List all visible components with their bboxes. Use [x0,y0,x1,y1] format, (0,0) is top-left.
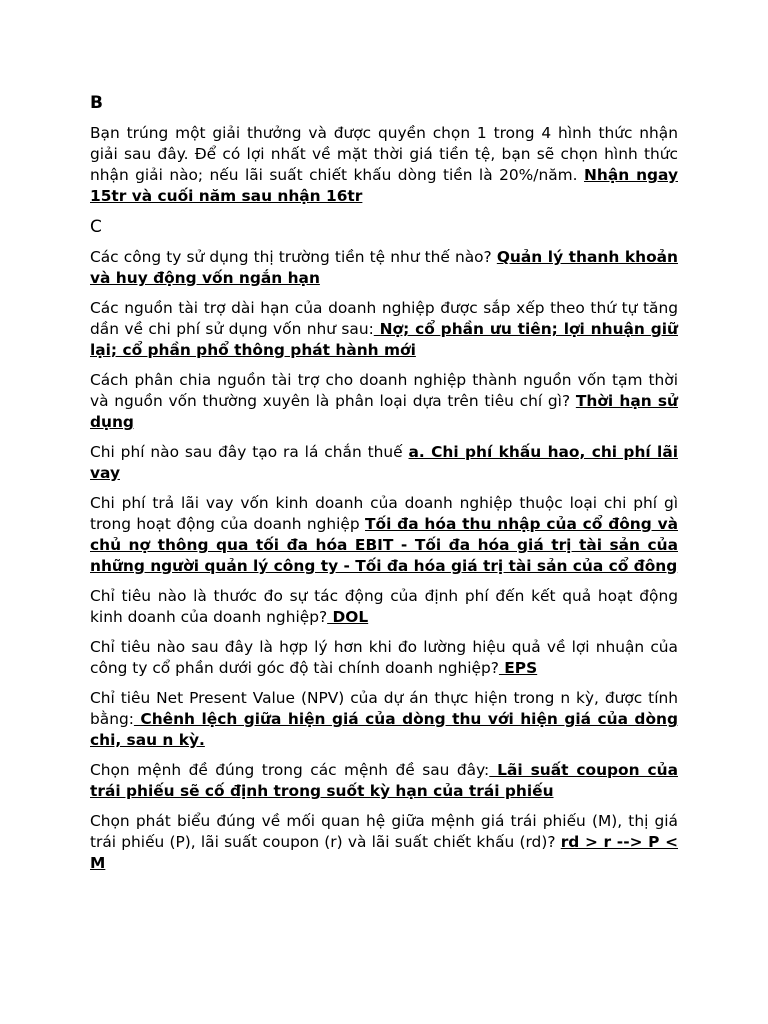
answer-text: Nhận ngay 15tr và cuối năm sau nhận 16tr [90,166,678,205]
question-item [90,370,678,433]
answer-text: Thời hạn sử dụng [90,392,678,431]
answer-text: EPS [498,659,538,677]
answer-text: Quản lý thanh khoản và huy động vốn ngắn hạn [90,248,678,287]
question-text: Bạn trúng một giải thưởng và được quyền chọn 1 trong 4 hình thức nhận giải sau đây. Để có lợi nhất về mặt thời giá tiền tệ, bạn sẽ chọn hình thức nhận giải nào; nếu lãi suất chiết khấu dòng tiền là 20%/năm. [90,124,678,184]
question-item [90,442,678,484]
document-page [90,92,678,883]
question-text: Chi phí trả lãi vay vốn kinh doanh của doanh nghiệp thuộc loại chi phí gì trong hoạt động của doanh nghiệp [90,494,678,533]
question-text: Các công ty sử dụng thị trường tiền tệ như thế nào? [90,248,497,266]
question-item [90,493,678,577]
answer-text: Lãi suất coupon của trái phiếu sẽ cố định trong suốt kỳ hạn của trái phiếu [90,761,678,800]
answer-text: a. Chi phí khấu hao, chi phí lãi vay [90,443,678,482]
question-item [90,586,678,628]
question-item [90,811,678,874]
question-item [90,760,678,802]
question-item [90,688,678,751]
question-text: Chi phí nào sau đây tạo ra lá chắn thuế [90,443,409,461]
question-text: Các nguồn tài trợ dài hạn của doanh nghiệp được sắp xếp theo thứ tự tăng dần về chi phí sử dụng vốn như sau: [90,299,678,338]
section-heading-b: B [90,93,103,113]
question-text: Chỉ tiêu Net Present Value (NPV) của dự án thực hiện trong n kỳ, được tính bằng: [90,689,678,728]
answer-text: Tối đa hóa thu nhập của cổ đông và chủ nợ thông qua tối đa hóa EBIT - Tối đa hóa giá trị tài sản của những người quản lý công ty - Tối đa hóa giá trị tài sản của cổ đông [90,515,678,575]
answer-text: rd > r --> P < M [90,833,679,872]
answer-text: Chênh lệch giữa hiện giá của dòng thu với hiện giá của dòng chi, sau n kỳ. [90,710,678,749]
question-item [90,298,678,361]
answer-text: Nợ; cổ phần ưu tiên; lợi nhuận giữ lại; cổ phần phổ thông phát hành mới [90,320,679,359]
question-text: Chỉ tiêu nào sau đây là hợp lý hơn khi đo lường hiệu quả về lợi nhuận của công ty cổ phần dưới góc độ tài chính doanh nghiệp? [90,638,678,677]
question-item [90,247,678,289]
section-heading-c: C [90,217,102,237]
question-item [90,637,678,679]
question-text: Cách phân chia nguồn tài trợ cho doanh nghiệp thành nguồn vốn tạm thời và nguồn vốn thường xuyên là phân loại dựa trên tiêu chí gì? [90,371,678,410]
question-text: Chọn mệnh đề đúng trong các mệnh đề sau đây: [90,761,490,779]
question-text: Chỉ tiêu nào là thước đo sự tác động của định phí đến kết quả hoạt động kinh doanh của doanh nghiệp? [90,587,678,626]
answer-text: DOL [327,608,369,626]
question-text: Chọn phát biểu đúng về mối quan hệ giữa mệnh giá trái phiếu (M), thị giá trái phiếu (P), lãi suất coupon (r) và lãi suất chiết khấu (rd)? [90,812,678,851]
question-item [90,123,678,207]
